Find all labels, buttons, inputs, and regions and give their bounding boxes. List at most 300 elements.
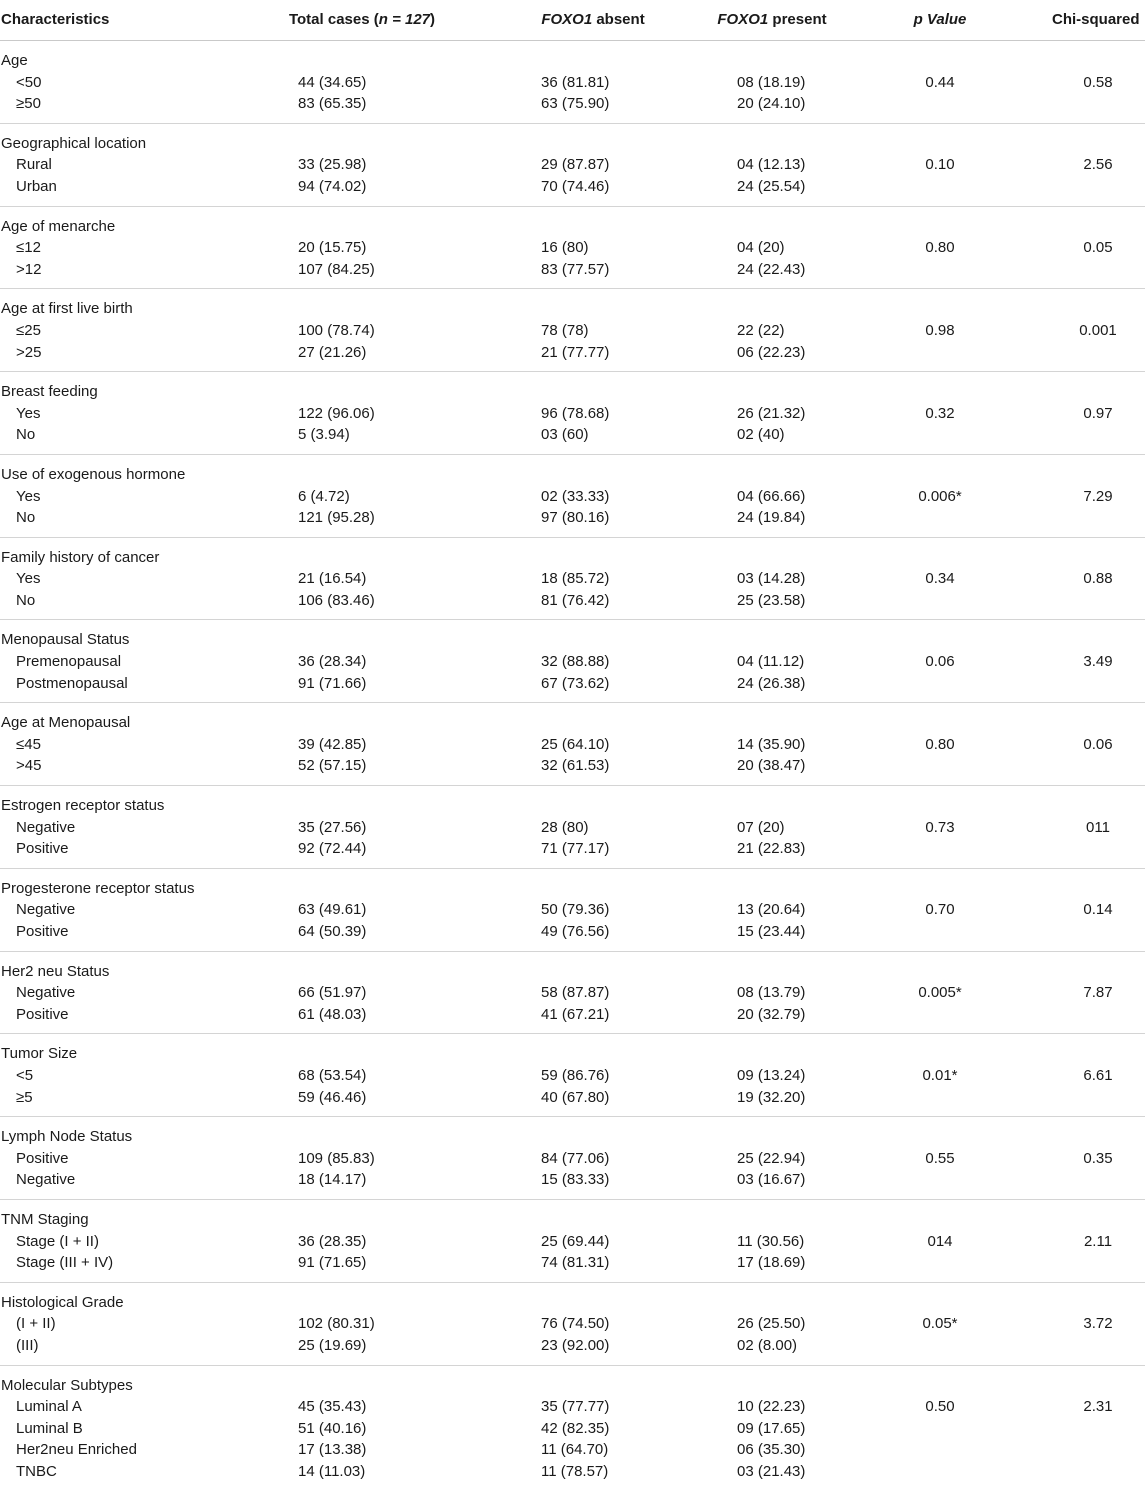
chi-squared-cell: 0.35 (1068, 1148, 1128, 1169)
row-label: Her2neu Enriched (16, 1439, 137, 1460)
group-title-row (0, 1043, 1145, 1065)
group-title: Her2 neu Status (1, 961, 109, 982)
row-label: ≥5 (16, 1087, 33, 1108)
table-row (0, 568, 1145, 590)
foxo1-absent-cell: 67 (73.62) (541, 673, 609, 694)
group-title-row (0, 1126, 1145, 1148)
foxo1-absent-cell: 63 (75.90) (541, 93, 609, 114)
chi-squared-cell: 011 (1068, 817, 1128, 838)
header-characteristics: Characteristics (1, 9, 109, 30)
group-spacer (0, 1108, 1145, 1116)
chi-squared-cell: 0.001 (1068, 320, 1128, 341)
row-label: ≤45 (16, 734, 41, 755)
total-cases-cell: 17 (13.38) (298, 1439, 366, 1460)
foxo1-present-cell: 07 (20) (737, 817, 785, 838)
table-row (0, 982, 1145, 1004)
total-cases-cell: 21 (16.54) (298, 568, 366, 589)
table-row (0, 154, 1145, 176)
table-row (0, 1396, 1145, 1418)
foxo1-absent-cell: 71 (77.17) (541, 838, 609, 859)
p-value-cell: 0.73 (905, 817, 975, 838)
total-cases-cell: 44 (34.65) (298, 72, 366, 93)
foxo1-present-cell: 06 (35.30) (737, 1439, 805, 1460)
row-label: Negative (16, 817, 75, 838)
characteristic-group (0, 1366, 1145, 1490)
characteristic-group (0, 289, 1145, 372)
characteristic-group (0, 1117, 1145, 1200)
group-title: Progesterone receptor status (1, 878, 194, 899)
table-row (0, 817, 1145, 839)
group-title-row (0, 1292, 1145, 1314)
row-label: TNBC (16, 1461, 57, 1482)
group-title: Geographical location (1, 133, 146, 154)
group-title: TNM Staging (1, 1209, 89, 1230)
total-cases-cell: 64 (50.39) (298, 921, 366, 942)
foxo1-present-cell: 10 (22.23) (737, 1396, 805, 1417)
foxo1-absent-cell: 70 (74.46) (541, 176, 609, 197)
row-label: Stage (III + IV) (16, 1252, 113, 1273)
group-spacer (0, 703, 1145, 712)
table-row (0, 1335, 1145, 1357)
foxo1-present-cell: 25 (22.94) (737, 1148, 805, 1169)
table-row (0, 72, 1145, 94)
characteristic-group (0, 1200, 1145, 1283)
p-value-cell: 0.80 (905, 734, 975, 755)
row-label: Luminal A (16, 1396, 82, 1417)
characteristic-group (0, 869, 1145, 952)
total-cases-cell: 35 (27.56) (298, 817, 366, 838)
group-spacer (0, 529, 1145, 537)
group-spacer (0, 280, 1145, 288)
foxo1-present-cell: 20 (32.79) (737, 1004, 805, 1025)
foxo1-absent-cell: 76 (74.50) (541, 1313, 609, 1334)
p-value-cell: 0.006* (905, 486, 975, 507)
row-label: Negative (16, 982, 75, 1003)
total-cases-cell: 106 (83.46) (298, 590, 375, 611)
row-label: Negative (16, 899, 75, 920)
total-cases-cell: 61 (48.03) (298, 1004, 366, 1025)
foxo1-present-cell: 21 (22.83) (737, 838, 805, 859)
foxo1-absent-cell: 28 (80) (541, 817, 589, 838)
group-spacer (0, 860, 1145, 868)
total-cases-cell: 100 (78.74) (298, 320, 375, 341)
group-title: Age of menarche (1, 216, 115, 237)
foxo1-absent-cell: 58 (87.87) (541, 982, 609, 1003)
group-spacer (0, 538, 1145, 547)
table-header (0, 0, 1145, 41)
foxo1-absent-cell: 59 (86.76) (541, 1065, 609, 1086)
foxo1-absent-cell: 11 (64.70) (541, 1439, 608, 1460)
group-spacer (0, 943, 1145, 951)
group-title: Menopausal Status (1, 629, 129, 650)
characteristic-group (0, 620, 1145, 703)
table-row (0, 921, 1145, 943)
foxo1-absent-cell: 29 (87.87) (541, 154, 609, 175)
row-label: Yes (16, 403, 40, 424)
total-cases-cell: 107 (84.25) (298, 259, 375, 280)
chi-squared-cell: 2.31 (1068, 1396, 1128, 1417)
foxo1-present-cell: 09 (17.65) (737, 1418, 805, 1439)
row-label: >25 (16, 342, 41, 363)
row-label: Yes (16, 486, 40, 507)
foxo1-present-cell: 08 (13.79) (737, 982, 805, 1003)
foxo1-present-cell: 02 (8.00) (737, 1335, 797, 1356)
row-label: Luminal B (16, 1418, 83, 1439)
group-title-row (0, 629, 1145, 651)
p-value-cell: 0.32 (905, 403, 975, 424)
chi-squared-cell: 0.14 (1068, 899, 1128, 920)
p-value-cell: 0.10 (905, 154, 975, 175)
group-spacer (0, 869, 1145, 878)
chi-squared-cell: 0.58 (1068, 72, 1128, 93)
group-title-row (0, 712, 1145, 734)
group-title-row (0, 381, 1145, 403)
group-title-row (0, 795, 1145, 817)
foxo1-present-cell: 26 (25.50) (737, 1313, 805, 1334)
total-cases-cell: 66 (51.97) (298, 982, 366, 1003)
p-value-cell: 0.05* (905, 1313, 975, 1334)
table-row (0, 176, 1145, 198)
foxo1-absent-cell: 40 (67.80) (541, 1087, 609, 1108)
total-cases-cell: 91 (71.65) (298, 1252, 366, 1273)
foxo1-present-cell: 03 (14.28) (737, 568, 805, 589)
table-row (0, 1231, 1145, 1253)
group-spacer (0, 363, 1145, 371)
p-value-cell: 0.80 (905, 237, 975, 258)
chi-squared-cell: 0.97 (1068, 403, 1128, 424)
table-row (0, 1439, 1145, 1461)
total-cases-cell: 45 (35.43) (298, 1396, 366, 1417)
characteristic-group (0, 1283, 1145, 1366)
group-spacer (0, 952, 1145, 961)
total-cases-cell: 52 (57.15) (298, 755, 366, 776)
row-label: Negative (16, 1169, 75, 1190)
foxo1-present-cell: 06 (22.23) (737, 342, 805, 363)
foxo1-present-cell: 14 (35.90) (737, 734, 805, 755)
p-value-cell: 0.005* (905, 982, 975, 1003)
group-spacer (0, 41, 1145, 50)
group-spacer (0, 1283, 1145, 1292)
table-row (0, 734, 1145, 756)
table-row (0, 403, 1145, 425)
p-value-cell: 0.34 (905, 568, 975, 589)
total-cases-cell: 109 (85.83) (298, 1148, 375, 1169)
table-row (0, 1148, 1145, 1170)
total-cases-cell: 20 (15.75) (298, 237, 366, 258)
group-spacer (0, 455, 1145, 464)
table-row (0, 1087, 1145, 1109)
total-cases-cell: 122 (96.06) (298, 403, 375, 424)
foxo1-absent-cell: 78 (78) (541, 320, 589, 341)
total-cases-cell: 39 (42.85) (298, 734, 366, 755)
total-cases-cell: 59 (46.46) (298, 1087, 366, 1108)
foxo1-absent-cell: 25 (69.44) (541, 1231, 609, 1252)
chi-squared-cell: 0.88 (1068, 568, 1128, 589)
foxo1-present-cell: 13 (20.64) (737, 899, 805, 920)
table-row (0, 651, 1145, 673)
group-spacer (0, 1117, 1145, 1126)
group-title-row (0, 133, 1145, 155)
group-title: Histological Grade (1, 1292, 124, 1313)
chi-squared-cell: 0.06 (1068, 734, 1128, 755)
table-row (0, 486, 1145, 508)
foxo1-absent-cell: 18 (85.72) (541, 568, 609, 589)
characteristic-group (0, 703, 1145, 786)
row-label: (III) (16, 1335, 39, 1356)
foxo1-present-cell: 04 (11.12) (737, 651, 804, 672)
table-row (0, 673, 1145, 695)
total-cases-cell: 18 (14.17) (298, 1169, 366, 1190)
foxo1-absent-cell: 42 (82.35) (541, 1418, 609, 1439)
row-label: ≤12 (16, 237, 41, 258)
group-title-row (0, 1375, 1145, 1397)
total-cases-cell: 33 (25.98) (298, 154, 366, 175)
characteristic-group (0, 1034, 1145, 1117)
foxo1-absent-cell: 81 (76.42) (541, 590, 609, 611)
total-cases-cell: 68 (53.54) (298, 1065, 366, 1086)
foxo1-present-cell: 25 (23.58) (737, 590, 805, 611)
total-cases-cell: 83 (65.35) (298, 93, 366, 114)
foxo1-present-cell: 24 (19.84) (737, 507, 805, 528)
group-title: Lymph Node Status (1, 1126, 132, 1147)
foxo1-present-cell: 04 (20) (737, 237, 785, 258)
foxo1-absent-cell: 02 (33.33) (541, 486, 609, 507)
row-label: >12 (16, 259, 41, 280)
characteristic-group (0, 455, 1145, 538)
p-value-cell: 0.70 (905, 899, 975, 920)
row-label: Positive (16, 1148, 69, 1169)
total-cases-cell: 63 (49.61) (298, 899, 366, 920)
foxo1-absent-cell: 96 (78.68) (541, 403, 609, 424)
row-label: <5 (16, 1065, 33, 1086)
header-chi-squared: Chi-squared (1052, 9, 1145, 30)
characteristic-group (0, 786, 1145, 869)
group-spacer (0, 786, 1145, 795)
table-row (0, 507, 1145, 529)
table-row (0, 1418, 1145, 1440)
group-spacer (0, 1025, 1145, 1033)
table-row (0, 424, 1145, 446)
chi-squared-cell: 7.87 (1068, 982, 1128, 1003)
foxo1-absent-cell: 15 (83.33) (541, 1169, 609, 1190)
foxo1-present-cell: 20 (24.10) (737, 93, 805, 114)
total-cases-cell: 121 (95.28) (298, 507, 375, 528)
group-spacer (0, 115, 1145, 123)
p-value-cell: 0.55 (905, 1148, 975, 1169)
foxo1-absent-cell: 32 (61.53) (541, 755, 609, 776)
group-title-row (0, 216, 1145, 238)
table-row (0, 1169, 1145, 1191)
foxo1-present-cell: 11 (30.56) (737, 1231, 804, 1252)
table-row (0, 1252, 1145, 1274)
foxo1-absent-cell: 16 (80) (541, 237, 589, 258)
p-value-cell: 0.01* (905, 1065, 975, 1086)
foxo1-present-cell: 03 (16.67) (737, 1169, 805, 1190)
group-title: Use of exogenous hormone (1, 464, 185, 485)
row-label: No (16, 424, 35, 445)
total-cases-cell: 27 (21.26) (298, 342, 366, 363)
row-label: No (16, 507, 35, 528)
foxo1-absent-cell: 49 (76.56) (541, 921, 609, 942)
foxo1-absent-cell: 23 (92.00) (541, 1335, 609, 1356)
group-spacer (0, 1482, 1145, 1490)
row-label: Positive (16, 921, 69, 942)
row-label: (I + II) (16, 1313, 56, 1334)
table-row (0, 342, 1145, 364)
characteristic-group (0, 207, 1145, 290)
foxo1-absent-cell: 50 (79.36) (541, 899, 609, 920)
total-cases-cell: 102 (80.31) (298, 1313, 375, 1334)
group-spacer (0, 207, 1145, 216)
total-cases-cell: 94 (74.02) (298, 176, 366, 197)
foxo1-absent-cell: 21 (77.77) (541, 342, 609, 363)
total-cases-cell: 36 (28.35) (298, 1231, 366, 1252)
group-spacer (0, 1357, 1145, 1365)
characteristic-group (0, 538, 1145, 621)
group-spacer (0, 777, 1145, 785)
row-label: ≥50 (16, 93, 41, 114)
characteristic-group (0, 41, 1145, 124)
foxo1-present-cell: 24 (22.43) (737, 259, 805, 280)
group-spacer (0, 1366, 1145, 1375)
group-title: Age (1, 50, 28, 71)
chi-squared-cell: 3.72 (1068, 1313, 1128, 1334)
row-label: Premenopausal (16, 651, 121, 672)
foxo1-present-cell: 15 (23.44) (737, 921, 805, 942)
foxo1-absent-cell: 41 (67.21) (541, 1004, 609, 1025)
group-title-row (0, 298, 1145, 320)
group-title-row (0, 547, 1145, 569)
foxo1-present-cell: 03 (21.43) (737, 1461, 805, 1482)
group-title-row (0, 50, 1145, 72)
group-spacer (0, 620, 1145, 629)
chi-squared-cell: 2.11 (1068, 1231, 1128, 1252)
foxo1-absent-cell: 84 (77.06) (541, 1148, 609, 1169)
group-title: Tumor Size (1, 1043, 77, 1064)
characteristic-group (0, 372, 1145, 455)
foxo1-absent-cell: 97 (80.16) (541, 507, 609, 528)
characteristic-group (0, 952, 1145, 1035)
row-label: Postmenopausal (16, 673, 128, 694)
total-cases-cell: 25 (19.69) (298, 1335, 366, 1356)
row-label: No (16, 590, 35, 611)
row-label: ≤25 (16, 320, 41, 341)
total-cases-cell: 14 (11.03) (298, 1461, 365, 1482)
group-title: Family history of cancer (1, 547, 159, 568)
chi-squared-cell: 7.29 (1068, 486, 1128, 507)
total-cases-cell: 5 (3.94) (298, 424, 350, 445)
foxo1-present-cell: 20 (38.47) (737, 755, 805, 776)
foxo1-present-cell: 19 (32.20) (737, 1087, 805, 1108)
group-spacer (0, 1034, 1145, 1043)
group-spacer (0, 1274, 1145, 1282)
group-spacer (0, 289, 1145, 298)
table-row (0, 899, 1145, 921)
group-title: Age at first live birth (1, 298, 133, 319)
header-p-value: p Value (895, 9, 985, 30)
group-title: Molecular Subtypes (1, 1375, 133, 1396)
row-label: Rural (16, 154, 52, 175)
chi-squared-cell: 6.61 (1068, 1065, 1128, 1086)
foxo1-present-cell: 22 (22) (737, 320, 785, 341)
table-row (0, 237, 1145, 259)
row-label: <50 (16, 72, 41, 93)
header-foxo1-absent: FOXO1 absent (508, 9, 678, 30)
group-title: Estrogen receptor status (1, 795, 164, 816)
table-row (0, 93, 1145, 115)
group-title-row (0, 878, 1145, 900)
table-body (0, 41, 1145, 1490)
p-value-cell: 0.98 (905, 320, 975, 341)
group-spacer (0, 198, 1145, 206)
foxo1-absent-cell: 36 (81.81) (541, 72, 609, 93)
table-row (0, 838, 1145, 860)
table-row (0, 1313, 1145, 1335)
row-label: Positive (16, 838, 69, 859)
characteristic-group (0, 124, 1145, 207)
row-label: Stage (I + II) (16, 1231, 99, 1252)
total-cases-cell: 92 (72.44) (298, 838, 366, 859)
group-title: Breast feeding (1, 381, 98, 402)
foxo1-absent-cell: 35 (77.77) (541, 1396, 609, 1417)
table-row (0, 1461, 1145, 1483)
row-label: Urban (16, 176, 57, 197)
group-spacer (0, 446, 1145, 454)
group-spacer (0, 372, 1145, 381)
table-row (0, 259, 1145, 281)
total-cases-cell: 91 (71.66) (298, 673, 366, 694)
group-spacer (0, 694, 1145, 702)
foxo1-present-cell: 17 (18.69) (737, 1252, 805, 1273)
group-title: Age at Menopausal (1, 712, 130, 733)
chi-squared-cell: 2.56 (1068, 154, 1128, 175)
group-spacer (0, 1200, 1145, 1209)
group-title-row (0, 464, 1145, 486)
total-cases-cell: 36 (28.34) (298, 651, 366, 672)
header-total-cases: Total cases (n = 127) (277, 9, 447, 30)
p-value-cell: 014 (905, 1231, 975, 1252)
chi-squared-cell: 3.49 (1068, 651, 1128, 672)
group-title-row (0, 961, 1145, 983)
foxo1-absent-cell: 74 (81.31) (541, 1252, 609, 1273)
row-label: Positive (16, 1004, 69, 1025)
foxo1-absent-cell: 25 (64.10) (541, 734, 609, 755)
table-row (0, 1004, 1145, 1026)
foxo1-present-cell: 09 (13.24) (737, 1065, 805, 1086)
foxo1-present-cell: 04 (66.66) (737, 486, 805, 507)
total-cases-cell: 6 (4.72) (298, 486, 350, 507)
foxo1-absent-cell: 11 (78.57) (541, 1461, 608, 1482)
foxo1-present-cell: 04 (12.13) (737, 154, 805, 175)
table-row (0, 1065, 1145, 1087)
row-label: Yes (16, 568, 40, 589)
chi-squared-cell: 0.05 (1068, 237, 1128, 258)
group-title-row (0, 1209, 1145, 1231)
foxo1-absent-cell: 32 (88.88) (541, 651, 609, 672)
foxo1-absent-cell: 83 (77.57) (541, 259, 609, 280)
p-value-cell: 0.44 (905, 72, 975, 93)
row-label: >45 (16, 755, 41, 776)
header-foxo1-present: FOXO1 present (712, 9, 832, 30)
table-row (0, 755, 1145, 777)
table-row (0, 590, 1145, 612)
group-spacer (0, 1191, 1145, 1199)
foxo1-present-cell: 08 (18.19) (737, 72, 805, 93)
foxo1-present-cell: 24 (25.54) (737, 176, 805, 197)
group-spacer (0, 611, 1145, 619)
total-cases-cell: 51 (40.16) (298, 1418, 366, 1439)
group-spacer (0, 124, 1145, 133)
